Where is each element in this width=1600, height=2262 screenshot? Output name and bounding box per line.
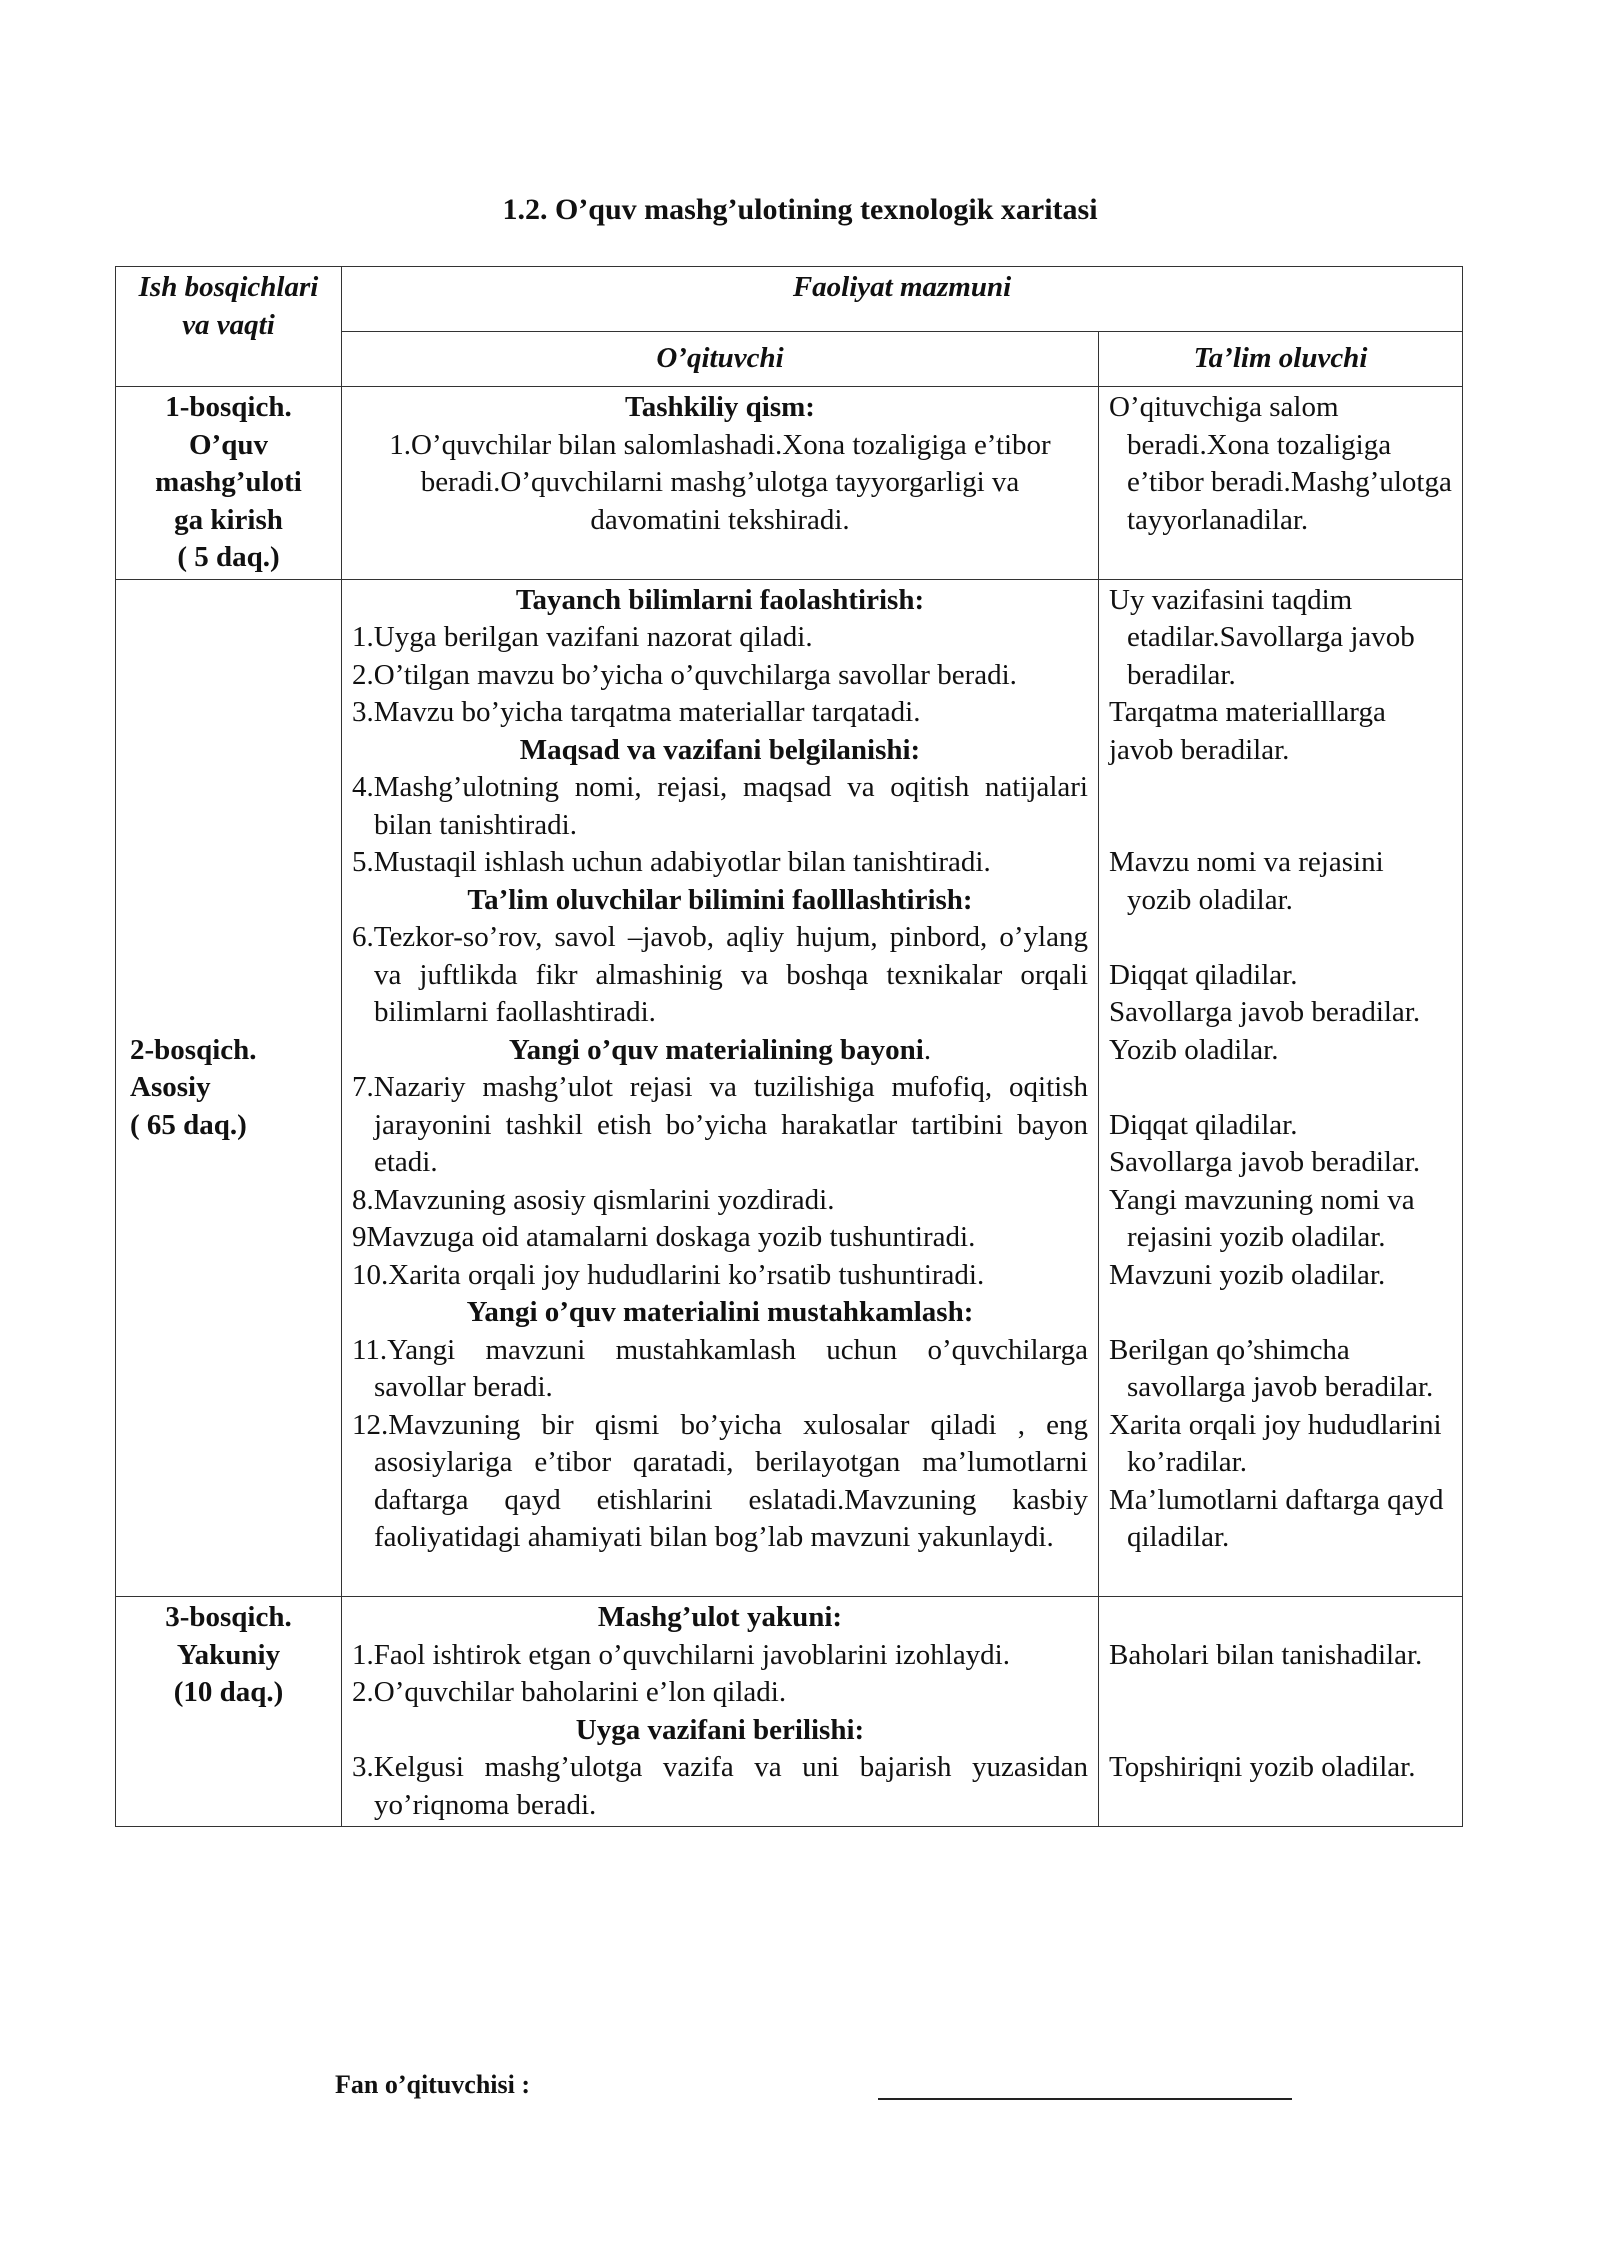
signature-line — [878, 2098, 1292, 2100]
stage3-label-cell — [116, 1597, 342, 1827]
teacher-item: 8.Mavzuning asosiy qismlarini yozdiradi. — [352, 1183, 835, 1216]
stage1-row — [116, 387, 1463, 580]
teacher-item: 10.Xarita orqali joy hududlarini ko’rsatib tushuntiradi. — [352, 1258, 985, 1291]
student-item: Diqqat qiladilar. — [1109, 1108, 1298, 1141]
stage1-label-line: ( 5 daq.) — [177, 541, 280, 573]
student-item: Uy vazifasini taqdim etadilar.Savollarga javob beradilar. — [1109, 583, 1415, 691]
teacher-item: 1.Faol ishtirok etgan o’quvchilarni javoblarini izohlaydi. — [352, 1638, 1010, 1671]
stage2-label-line: Asosiy — [130, 1071, 211, 1103]
stage1-student-cell — [1099, 387, 1463, 580]
teacher-item: 12.Mavzuning bir qismi bo’yicha xulosalar qiladi , eng asosiylariga e’tibor qaratadi, berilayotgan ma’lumotlarni daftarga qayd etishlarini eslatadi.Mavzuning kasbiy faoliyatidagi ahamiyati bilan bog’lab mavzuni yakunlaydi. — [352, 1408, 1088, 1553]
stage1-label-line: O’quv — [189, 428, 268, 461]
student-item: javob beradilar. — [1109, 733, 1290, 766]
signature-label: Fan o’qituvchisi : — [335, 2070, 531, 2099]
section-heading: Tayanch bilimlarni faolashtirish: — [515, 583, 925, 616]
student-item: Berilgan qo’shimcha savollarga javob beradilar. — [1109, 1333, 1434, 1403]
teacher-text: 1.O’quvchilar bilan salomlashadi.Xona tozaligiga e’tibor beradi.O’quvchilarni mashg’ulotga tayyorgarligi va davomatini tekshiradi. — [389, 428, 1051, 536]
stage3-row — [116, 1597, 1463, 1827]
stage3-student-cell — [1099, 1597, 1463, 1827]
section-heading: Yangi o’quv materialini mustahkamlash: — [466, 1296, 974, 1328]
stage2-label-cell — [116, 579, 342, 1597]
section-heading: Uyga vazifani berilishi: — [575, 1713, 865, 1746]
student-item: Diqqat qiladilar. — [1109, 958, 1298, 991]
header-stage-cell: Ish bosqichlari va vaqti — [116, 267, 342, 387]
section-heading: Tashkiliy qism: — [625, 391, 815, 423]
teacher-item: 1.Uyga berilgan vazifani nazorat qiladi. — [352, 621, 813, 653]
student-item: Savollarga javob beradilar. — [1109, 1146, 1421, 1178]
header-activity-cell: Faoliyat mazmuni — [342, 267, 1463, 332]
stage2-teacher-cell — [342, 579, 1099, 1597]
student-item: Savollarga javob beradilar. — [1109, 996, 1421, 1028]
teacher-item: 6.Tezkor-so’rov, savol –javob, aqliy hujum, pinbord, o’ylang va juftlikda fikr almashinig va boshqa texnikalar orqali bilimlarni faollashtiradi. — [352, 921, 1088, 1028]
section-heading — [352, 1032, 1088, 1070]
student-item: Mavzu nomi va rejasini yozib oladilar. — [1109, 846, 1384, 916]
teacher-item: 3.Mavzu bo’yicha tarqatma materiallar tarqatadi. — [352, 696, 921, 728]
stage3-label-line: 3-bosqich. — [165, 1601, 292, 1633]
stage3-label-line: (10 daq.) — [173, 1676, 284, 1708]
page-title: 1.2. O’quv mashg’ulotining texnologik xaritasi — [502, 193, 1098, 226]
section-heading: Ta’lim oluvchilar bilimini faolllashtirish: — [467, 883, 973, 916]
teacher-item: 2.O’quvchilar baholarini e’lon qiladi. — [352, 1676, 787, 1708]
student-item: Tarqatma materialllarga — [1109, 696, 1386, 728]
student-item: Ma’lumotlarni daftarga qayd qiladilar. — [1109, 1483, 1444, 1553]
stage1-label-line: 1-bosqich. — [165, 391, 292, 423]
stage3-teacher-cell — [342, 1597, 1099, 1827]
teacher-item: 4.Mashg’ulotning nomi, rejasi, maqsad va oqitish natijalari bilan tanishtiradi. — [352, 771, 1088, 841]
stage2-student-cell — [1099, 579, 1463, 1597]
stage3-label-line: Yakuniy — [176, 1638, 281, 1671]
stage2-row — [116, 579, 1463, 1597]
teacher-item: 11.Yangi mavzuni mustahkamlash uchun o’quvchilarga savollar beradi. — [352, 1333, 1088, 1403]
technology-map-table — [115, 266, 1463, 1827]
student-item: Yangi mavzuning nomi va rejasini yozib oladilar. — [1109, 1183, 1415, 1253]
section-heading-suffix: . — [923, 1033, 932, 1066]
stage1-teacher-cell — [342, 387, 1099, 580]
stage1-label-line: mashg’uloti — [155, 466, 302, 498]
student-item: Baholari bilan tanishadilar. — [1109, 1638, 1423, 1671]
stage2-label-line: 2-bosqich. — [130, 1033, 257, 1066]
section-heading: Mashg’ulot yakuni: — [597, 1601, 843, 1633]
teacher-item: 9Mavzuga oid atamalarni doskaga yozib tushuntiradi. — [352, 1221, 976, 1253]
student-item: Topshiriqni yozib oladilar. — [1109, 1751, 1416, 1783]
stage1-label-cell — [116, 387, 342, 580]
header-student-cell: Ta’lim oluvchi — [1099, 332, 1463, 387]
section-heading: Maqsad va vazifani belgilanishi: — [519, 733, 921, 766]
teacher-item: 7.Nazariy mashg’ulot rejasi va tuzilishiga mufofiq, oqitish jarayonini tashkil etish bo’yicha harakatlar tartibini bayon etadi. — [352, 1071, 1088, 1178]
student-item: O’qituvchiga salom beradi.Xona tozaligiga e’tibor beradi.Mashg’ulotga tayyorlanadilar. — [1109, 391, 1452, 536]
header-row — [116, 267, 1463, 332]
header-teacher-cell: O’qituvchi — [342, 332, 1099, 387]
student-item: Yozib oladilar. — [1109, 1033, 1279, 1066]
teacher-item: 5.Mustaqil ishlash uchun adabiyotlar bilan tanishtiradi. — [352, 846, 991, 878]
stage2-label-line: ( 65 daq.) — [130, 1108, 247, 1141]
section-heading-text: Yangi o’quv materialining bayoni — [508, 1033, 924, 1066]
teacher-item: 2.O’tilgan mavzu bo’yicha o’quvchilarga savollar beradi. — [352, 658, 1017, 691]
student-item: Xarita orqali joy hududlarini ko’radilar. — [1109, 1408, 1442, 1478]
teacher-item: 3.Kelgusi mashg’ulotga vazifa va uni bajarish yuzasidan yo’riqnoma beradi. — [352, 1751, 1088, 1821]
student-item: Mavzuni yozib oladilar. — [1109, 1258, 1386, 1291]
stage1-label-line: ga kirish — [174, 503, 283, 536]
